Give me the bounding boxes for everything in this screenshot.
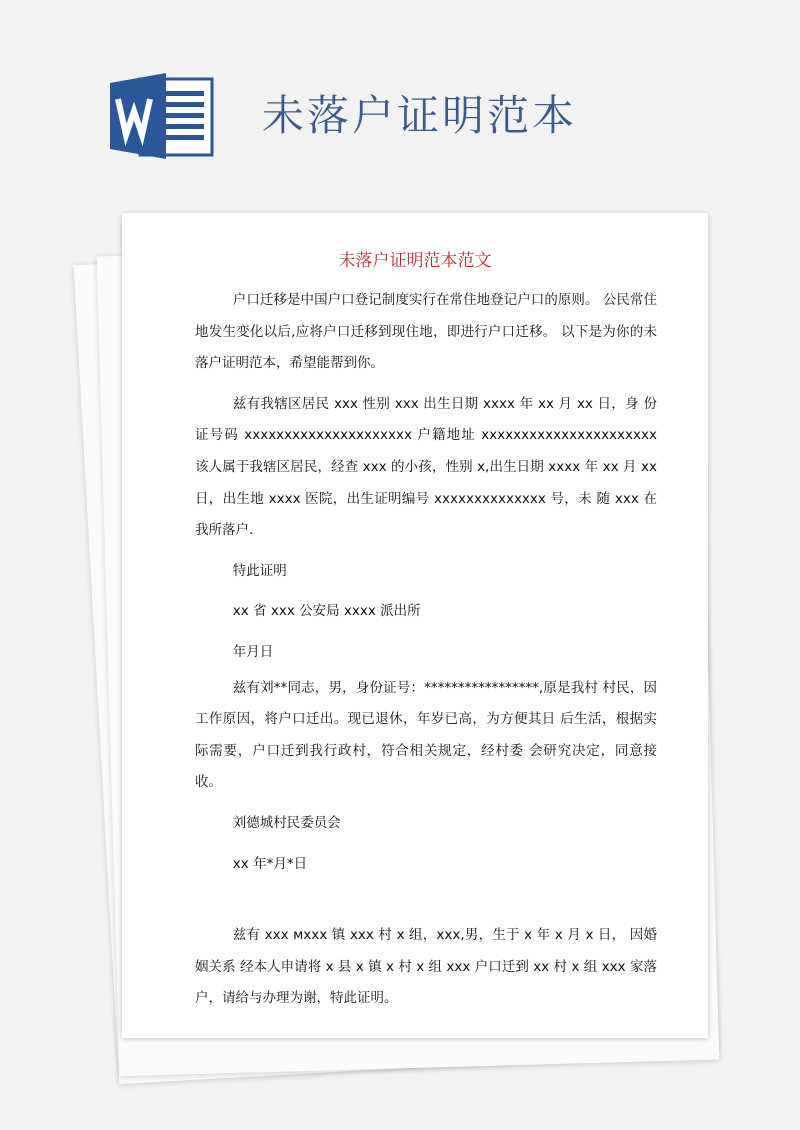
paragraph-date-2: xx 年*月*日 xyxy=(232,855,308,872)
paragraph-issuer-1: xx 省 xxx 公安局 xxxx 派出所 xyxy=(232,603,421,620)
document-title: 未落户证明范本范文 xyxy=(338,251,492,271)
document-body xyxy=(195,285,657,1019)
paragraph-certificate-3: 兹有 xxx мxxx 镇 xxx 村 x 组，xxx,男，生于 x 年 x 月 x 日， 因婚姻关系 经本人申请将 x 县 x 镇 x 村 x 组 xxx 户口迁到 xx 村 x 组 xxx 家落户，请给与办理为谢，特此证明。 xyxy=(195,927,657,1007)
paragraph-intro: 户口迁移是中国户口登记制度实行在常住地登记户口的原则。 公民常住地发生变化以后,应将户口迁移到现住地，即进行户口迁移。 以下是为你的未落户证明范本，希望能帮到你。 xyxy=(195,292,657,372)
word-document-icon xyxy=(110,73,214,159)
page-title: 未落户证明范本 xyxy=(262,91,578,140)
paragraph-certificate-1: 兹有我辖区居民 xxx 性别 xxx 出生日期 xxxx 年 xx 月 xx 日，身 份证号码 xxxxxxxxxxxxxxxxxxxxx 户籍地址 xxxxxxxxxxxxxxxxxxxxxx 该人属于我辖区居民，经查 xxx 的小孩，性别 x,出生日期 xxxx 年 xx 月 xx 日，出生地 xxxx 医院，出生证明编号 xxxxxxxxxxxxxx 号，未 随 xxx 在我所落户. xyxy=(195,395,657,539)
paragraph-certificate-2: 兹有刘**同志，男，身份证号：*****************,原是我村 村民，因工作原因，将户口迁出。现已退休，年岁已高，为方便其日 后生活，根据实际需要，户口迁到我行政村，符合相关规定，经村委 会研究决定，同意接收。 xyxy=(195,679,657,791)
header xyxy=(0,0,800,200)
paragraph-date-1: 年月日 xyxy=(232,643,274,660)
paragraph-hereby-certify: 特此证明 xyxy=(232,562,287,579)
paragraph-issuer-2: 刘德城村民委员会 xyxy=(232,814,341,831)
document-page xyxy=(122,213,708,1038)
